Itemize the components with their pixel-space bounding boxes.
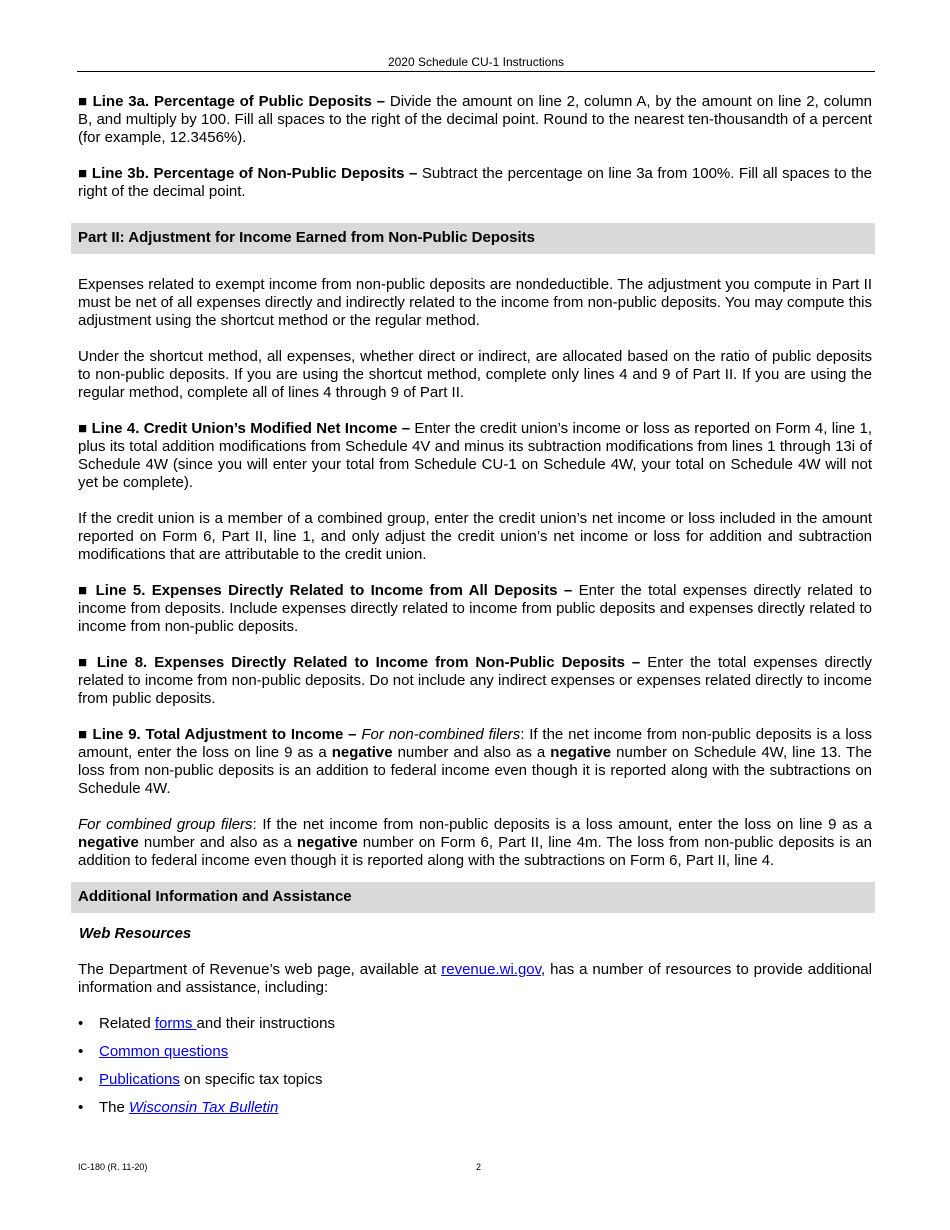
- additional-info-heading: Additional Information and Assistance: [71, 882, 875, 913]
- combined-filers-paragraph: [78, 816, 872, 870]
- line-9-text-3: number on Schedule 4W, line 13. The loss from non-public deposits is an addition to federal income even though it is reported along with the subtractions on Schedule 4W.: [78, 744, 873, 797]
- bullet: •: [78, 1099, 84, 1116]
- line-3a-text: Divide the amount on line 2, column A, by the amount on line 2, column B, and multiply by 100. Fill all spaces to the right of the decimal point. Round to the nearest ten-thousandth of a percent (for example, 12.3456%).: [78, 93, 873, 146]
- part-2-paragraph-1: Expenses related to exempt income from non-public deposits are nondeductible. The adjustment you compute in Part II must be net of all expenses directly and indirectly related to the income from non-public deposits. You may compute this adjustment using the shortcut method or the regular method.: [78, 276, 872, 329]
- list-item: [78, 1071, 872, 1099]
- combined-text-1: : If the net income from non-public deposits is a loss amount, enter the loss on line 9 as a: [252, 816, 872, 833]
- tax-bulletin-link[interactable]: Wisconsin Tax Bulletin: [129, 1099, 279, 1116]
- list-item-text: and their instructions: [196, 1015, 335, 1032]
- line-3a-marker: ■: [78, 93, 88, 110]
- combined-text-3: number on Form 6, Part II, line 4m. The loss from non-public deposits is an addition to federal income even though it is reported along with the subtractions on Form 6, Part II, line 4.: [78, 834, 873, 869]
- line-5-marker: ■: [78, 582, 90, 599]
- bullet: •: [78, 1043, 84, 1060]
- list-item-text: The: [99, 1099, 130, 1116]
- non-combined-filers-label: For non-combined filers: [361, 726, 521, 743]
- negative-emphasis: negative: [78, 834, 139, 851]
- line-3b-paragraph: [78, 165, 872, 201]
- line-3b-text: Subtract the percentage on line 3a from 100%. Fill all spaces to the right of the decimal point.: [78, 165, 873, 200]
- bullet: •: [78, 1071, 84, 1088]
- negative-emphasis: negative: [331, 744, 393, 761]
- line-9-text-1: : If the net income from non-public deposits is a loss amount, enter the loss on line 9 as a: [78, 726, 872, 761]
- line-3b-heading: Line 3b. Percentage of Non-Public Deposits –: [91, 165, 418, 182]
- list-item-text: Related: [99, 1015, 155, 1032]
- line-4-marker: ■: [78, 420, 88, 437]
- line-9-text-2: number and also as a: [392, 744, 551, 761]
- web-resources-heading: Web Resources: [79, 925, 192, 942]
- line-3a-paragraph: [78, 93, 872, 147]
- list-item: [78, 1099, 872, 1127]
- line-8-marker: ■: [78, 654, 90, 671]
- common-questions-link[interactable]: Common questions: [99, 1043, 229, 1060]
- negative-emphasis: negative: [550, 744, 612, 761]
- form-id: IC-180 (R. 11-20): [78, 1162, 148, 1172]
- line-8-heading: Line 8. Expenses Directly Related to Income from Non-Public Deposits –: [96, 654, 641, 671]
- forms-link[interactable]: forms: [154, 1015, 197, 1032]
- intro-text-post: , has a number of resources to provide additional information and assistance, including:: [78, 961, 872, 996]
- page-header: 2020 Schedule CU-1 Instructions: [77, 55, 875, 72]
- page-number: 2: [476, 1162, 482, 1172]
- line-4-text: Enter the credit union’s income or loss as reported on Form 4, line 1, plus its total addition modifications from Schedule 4V and minus its subtraction modifications from lines 1 through 13i of Schedule 4W (since you will enter your total from Schedule CU-1 on Schedule 4W, your total on Schedule 4W will not yet be complete).: [78, 420, 873, 491]
- line-3a-heading: Line 3a. Percentage of Public Deposits –: [92, 93, 386, 110]
- line-5-text: Enter the total expenses directly related to income from deposits. Include expenses directly related to income from public deposits and expenses directly related to income from non-public deposits.: [78, 582, 872, 635]
- intro-text-pre: The Department of Revenue’s web page, available at: [78, 961, 442, 978]
- list-item: [78, 1043, 872, 1071]
- resource-list: [78, 1015, 872, 1127]
- line-9-paragraph: [78, 726, 872, 798]
- negative-emphasis: negative: [296, 834, 358, 851]
- revenue-website-link[interactable]: revenue.wi.gov: [441, 961, 542, 978]
- line-9-heading: Line 9. Total Adjustment to Income –: [92, 726, 357, 743]
- line-5-paragraph: [78, 582, 872, 636]
- line-8-text: Enter the total expenses directly related to income from non-public deposits. Do not include any indirect expenses or expenses related directly to income from public deposits.: [78, 654, 873, 707]
- publications-link[interactable]: Publications: [99, 1071, 180, 1088]
- list-item-text: on specific tax topics: [179, 1071, 323, 1088]
- line-3b-marker: ■: [78, 165, 88, 182]
- line-5-heading: Line 5. Expenses Directly Related to Income from All Deposits –: [95, 582, 573, 599]
- document-body: [78, 93, 872, 1127]
- line-9-marker: ■: [78, 726, 88, 743]
- line-8-paragraph: [78, 654, 872, 708]
- list-item: [78, 1015, 872, 1043]
- combined-filers-label: For combined group filers: [78, 816, 253, 833]
- bullet: •: [78, 1015, 84, 1032]
- part-2-paragraph-2: Under the shortcut method, all expenses, whether direct or indirect, are allocated based on the ratio of public deposits to non-public deposits. If you are using the shortcut method, complete only lines 4 and 9 of Part II. If you are using the regular method, complete all of lines 4 through 9 of Part II.: [78, 348, 872, 401]
- line-4-combined-paragraph: If the credit union is a member of a combined group, enter the credit union’s net income or loss included in the amount reported on Form 6, Part II, line 1, and only adjust the credit union’s net income or loss for addition and subtraction modifications that are attributable to the credit union.: [78, 510, 872, 563]
- web-resources-intro: [78, 961, 872, 997]
- combined-text-2: number and also as a: [138, 834, 297, 851]
- line-4-paragraph: [78, 420, 872, 492]
- line-4-heading: Line 4. Credit Union’s Modified Net Income –: [91, 420, 411, 437]
- part-2-heading: Part II: Adjustment for Income Earned from Non-Public Deposits: [71, 223, 875, 254]
